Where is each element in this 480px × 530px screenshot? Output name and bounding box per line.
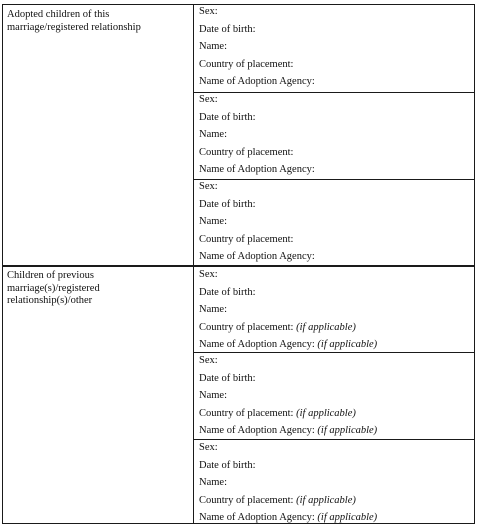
country-of-placement-field[interactable] [199, 492, 471, 509]
adopted-child-entry-1 [199, 6, 471, 90]
country-label: Country of placement: [199, 494, 294, 506]
section-divider [2, 265, 475, 267]
country-of-placement-field[interactable]: Country of placement: [199, 233, 294, 245]
sex-field[interactable]: Sex: [199, 181, 218, 192]
adoption-agency-field[interactable] [199, 422, 471, 439]
country-label: Country of placement: [199, 407, 294, 419]
agency-label: Name of Adoption Agency: [199, 511, 315, 523]
section-label-previous-children: Children of previous marriage(s)/registered relationship(s)/other [7, 270, 100, 306]
row-divider [193, 92, 475, 93]
sex-field[interactable]: Sex: [199, 6, 218, 17]
if-applicable-note: (if applicable) [296, 407, 356, 419]
adoption-agency-field[interactable]: Name of Adoption Agency: [199, 75, 315, 87]
name-field[interactable]: Name: [199, 216, 227, 228]
sex-field[interactable]: Sex: [199, 269, 218, 280]
adoption-agency-field[interactable]: Name of Adoption Agency: [199, 250, 315, 262]
previous-child-entry-3 [199, 442, 471, 526]
previous-child-entry-2 [199, 355, 471, 439]
sex-field[interactable]: Sex: [199, 94, 218, 105]
date-of-birth-field[interactable]: Date of birth: [199, 373, 256, 384]
country-label: Country of placement: [199, 321, 294, 333]
agency-label: Name of Adoption Agency: [199, 338, 315, 350]
name-field[interactable]: Name: [199, 477, 227, 489]
row-divider [193, 179, 475, 180]
previous-child-entry-1 [199, 269, 471, 353]
country-of-placement-field[interactable]: Country of placement: [199, 146, 294, 158]
date-of-birth-field[interactable]: Date of birth: [199, 112, 256, 123]
date-of-birth-field[interactable]: Date of birth: [199, 24, 256, 35]
if-applicable-note: (if applicable) [317, 338, 378, 350]
adoption-agency-field[interactable] [199, 509, 471, 526]
if-applicable-note: (if applicable) [296, 494, 356, 506]
name-field[interactable]: Name: [199, 304, 227, 316]
if-applicable-note: (if applicable) [317, 424, 378, 436]
date-of-birth-field[interactable]: Date of birth: [199, 199, 256, 210]
country-of-placement-field[interactable]: Country of placement: [199, 58, 294, 70]
if-applicable-note: (if applicable) [317, 511, 378, 523]
adoption-agency-field[interactable] [199, 336, 471, 353]
name-field[interactable]: Name: [199, 129, 227, 141]
country-of-placement-field[interactable] [199, 319, 471, 336]
adoption-agency-field[interactable]: Name of Adoption Agency: [199, 163, 315, 175]
sex-field[interactable]: Sex: [199, 442, 218, 453]
if-applicable-note: (if applicable) [296, 321, 356, 333]
agency-label: Name of Adoption Agency: [199, 424, 315, 436]
column-divider [193, 4, 194, 524]
section-label-adopted-children: Adopted children of this marriage/registered relationship [7, 9, 141, 33]
country-of-placement-field[interactable] [199, 405, 471, 422]
date-of-birth-field[interactable]: Date of birth: [199, 460, 256, 471]
adopted-child-entry-2 [199, 94, 471, 178]
name-field[interactable]: Name: [199, 41, 227, 53]
name-field[interactable]: Name: [199, 390, 227, 402]
date-of-birth-field[interactable]: Date of birth: [199, 287, 256, 298]
sex-field[interactable]: Sex: [199, 355, 218, 366]
adopted-child-entry-3 [199, 181, 471, 265]
